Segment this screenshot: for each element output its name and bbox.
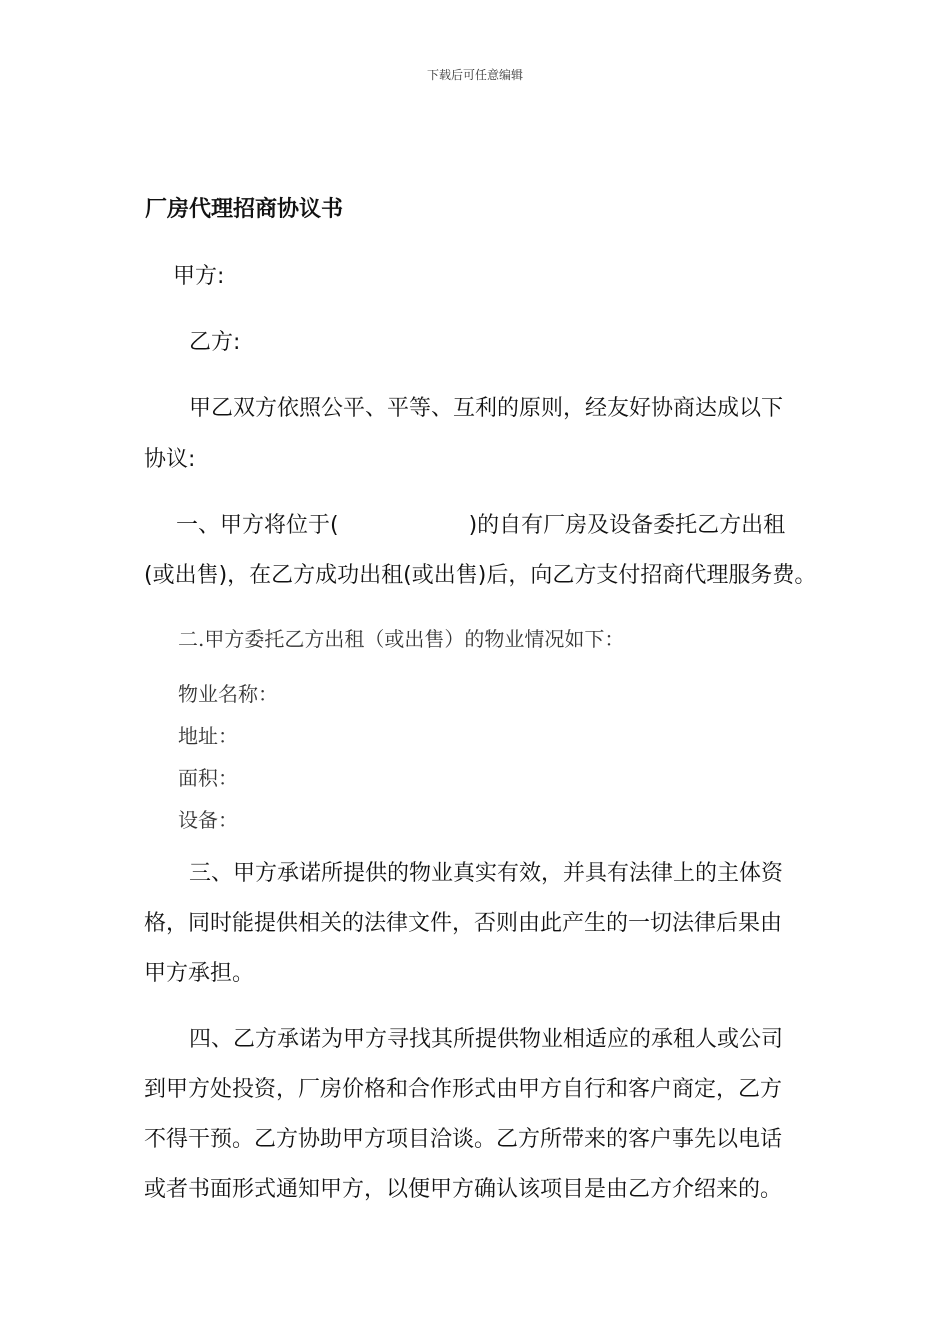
intro-line-2: 协议: xyxy=(144,447,196,472)
clause-4-line-1: 四、乙方承诺为甲方寻找其所提供物业相适应的承租人或公司 xyxy=(189,1027,784,1052)
intro-line-1: 甲乙双方依照公平、平等、互利的原则，经友好协商达成以下 xyxy=(189,396,784,421)
clause-4-line-2: 到甲方处投资，厂房价格和合作形式由甲方自行和客户商定，乙方 xyxy=(144,1077,783,1102)
party-a-label: 甲方: xyxy=(173,264,225,289)
clause-1-part-b: )的自有厂房及设备委托乙方出租 xyxy=(468,513,786,538)
field-property-name: 物业名称： xyxy=(178,682,278,706)
clause-3-line-2: 格，同时能提供相关的法律文件，否则由此产生的一切法律后果由 xyxy=(144,911,783,936)
clause-4-line-3: 不得干预。乙方协助甲方项目洽谈。乙方所带来的客户事先以电话 xyxy=(144,1127,783,1152)
field-equipment: 设备： xyxy=(178,808,238,832)
clause-3-line-3: 甲方承担。 xyxy=(144,961,255,986)
clause-1-line-2: (或出售)，在乙方成功出租(或出售)后，向乙方支付招商代理服务费。 xyxy=(144,563,817,588)
field-area: 面积： xyxy=(178,766,238,790)
clause-2-heading: 二.甲方委托乙方出租（或出售）的物业情况如下： xyxy=(178,627,625,651)
page-header-note: 下载后可任意编辑 xyxy=(426,68,523,82)
document-title: 厂房代理招商协议书 xyxy=(145,197,344,222)
clause-1-line-1 xyxy=(176,511,785,541)
clause-4-line-4: 或者书面形式通知甲方，以便甲方确认该项目是由乙方介绍来的。 xyxy=(144,1177,783,1202)
clause-1-part-a: 一、甲方将位于( xyxy=(176,513,339,538)
field-address: 地址： xyxy=(178,724,238,748)
party-b-label: 乙方: xyxy=(189,330,241,355)
clause-3-line-1: 三、甲方承诺所提供的物业真实有效，并具有法律上的主体资 xyxy=(189,861,784,886)
